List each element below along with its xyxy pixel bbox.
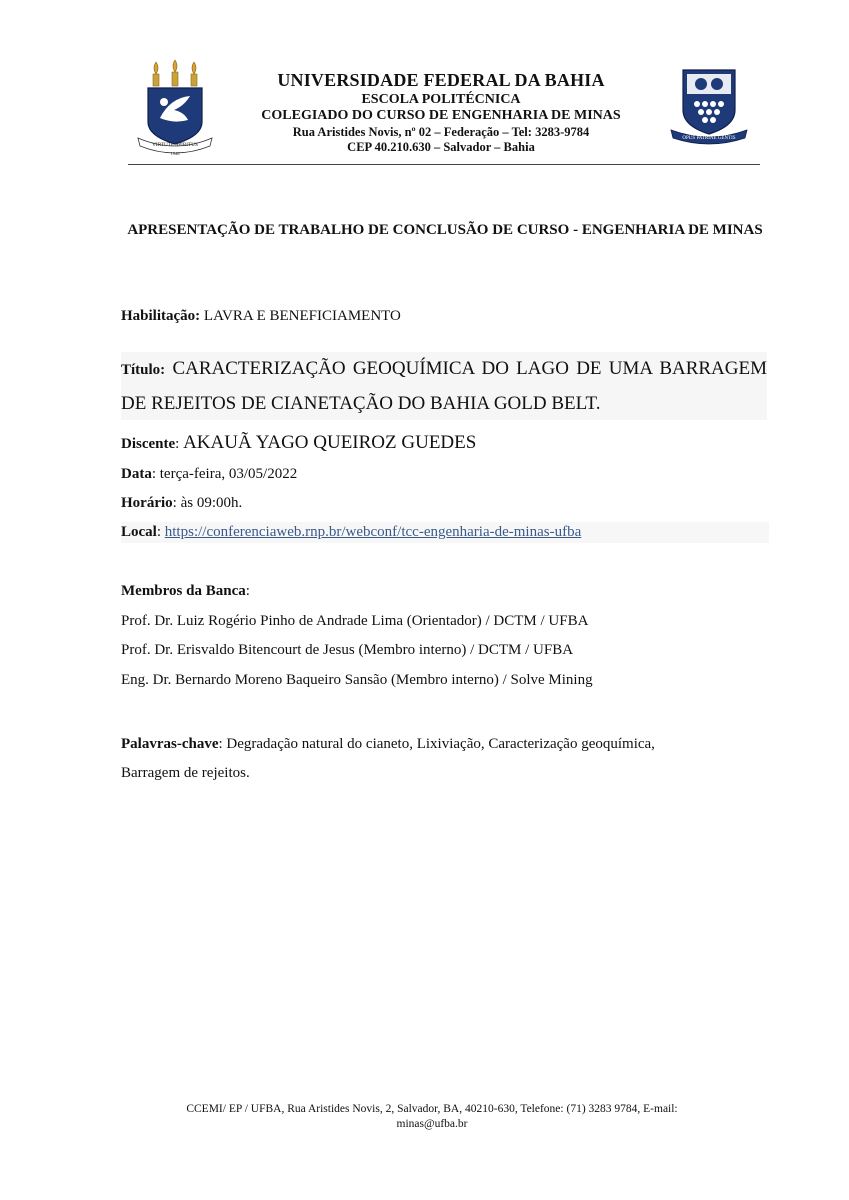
- letterhead-text: [218, 70, 664, 155]
- titulo-value: CARACTERIZAÇÃO GEOQUÍMICA DO LAGO DE UMA BARRAGEM DE REJEITOS DE CIANETAÇÃO DO BAHIA GOLD BELT.: [121, 358, 768, 414]
- banca-member: Prof. Dr. Erisvaldo Bitencourt de Jesus (Membro interno) / DCTM / UFBA: [121, 642, 574, 658]
- habilitacao-value: LAVRA E BENEFICIAMENTO: [203, 308, 401, 324]
- document-title: APRESENTAÇÃO DE TRABALHO DE CONCLUSÃO DE CURSO - ENGENHARIA DE MINAS: [127, 222, 763, 238]
- discente-row: Discente: AKAUÃ YAGO QUEIROZ GUEDES: [121, 432, 477, 453]
- local-label: Local: [121, 524, 157, 540]
- habilitacao-row: [121, 308, 401, 325]
- banca-label: Membros da Banca: [121, 583, 246, 599]
- horario-row: Horário: às 09:00h.: [121, 495, 243, 511]
- letterhead: [128, 56, 760, 165]
- local-link[interactable]: https://conferenciaweb.rnp.br/webconf/tcc-engenharia-de-minas-ufba: [164, 524, 582, 540]
- svg-text:VIRTUTE SPIRITUS: VIRTUTE SPIRITUS: [152, 142, 198, 148]
- school-name: ESCOLA POLITÉCNICA: [361, 91, 521, 107]
- svg-text:1946: 1946: [170, 151, 180, 156]
- university-name: UNIVERSIDADE FEDERAL DA BAHIA: [277, 70, 605, 90]
- data-value: terça-feira, 03/05/2022: [159, 466, 298, 482]
- ufba-coat-of-arms-icon: [136, 58, 214, 158]
- horario-value: às 09:00h.: [180, 495, 243, 511]
- habilitacao-label: Habilitação:: [121, 308, 201, 324]
- data-label: Data: [121, 466, 152, 482]
- palavras-chave-row: Palavras-chave: Degradação natural do cianeto, Lixiviação, Caracterização geoquímica, Barragem de rejeitos.: [121, 736, 655, 781]
- page-footer: [140, 1102, 724, 1132]
- banca-member: Eng. Dr. Bernardo Moreno Baqueiro Sansão (Membro interno) / Solve Mining: [121, 672, 593, 688]
- svg-text:OPUS PATRIAE GENTIS: OPUS PATRIAE GENTIS: [682, 136, 736, 141]
- data-row: Data: terça-feira, 03/05/2022: [121, 466, 298, 482]
- discente-value: AKAUÃ YAGO QUEIROZ GUEDES: [183, 432, 477, 453]
- horario-label: Horário: [121, 495, 173, 511]
- colegiado-name: COLEGIADO DO CURSO DE ENGENHARIA DE MINAS: [261, 108, 621, 124]
- footer-line-2: minas@ufba.br: [396, 1118, 468, 1130]
- palavras-value: Degradação natural do cianeto, Lixiviação, Caracterização geoquímica, Barragem de rejeitos.: [121, 736, 655, 781]
- titulo-label: Título:: [121, 362, 166, 378]
- local-row: Local: https://conferenciaweb.rnp.br/webconf/tcc-engenharia-de-minas-ufba: [121, 522, 769, 543]
- header-address: Rua Aristides Novis, nº 02 – Federação – Tel: 3283-9784: [292, 125, 590, 140]
- banca-member: Prof. Dr. Luiz Rogério Pinho de Andrade Lima (Orientador) / DCTM / UFBA: [121, 613, 589, 629]
- titulo-row: [121, 352, 767, 420]
- banca-heading: Membros da Banca:: [121, 583, 250, 599]
- palavras-label: Palavras-chave: [121, 736, 219, 752]
- header-cep: CEP 40.210.630 – Salvador – Bahia: [347, 140, 535, 155]
- ep-ufba-coat-of-arms-icon: [669, 68, 749, 148]
- discente-label: Discente: [121, 436, 176, 452]
- footer-line-1: CCEMI/ EP / UFBA, Rua Aristides Novis, 2, Salvador, BA, 40210-630, Telefone: (71) 3283 9784, E-mail:: [186, 1103, 678, 1115]
